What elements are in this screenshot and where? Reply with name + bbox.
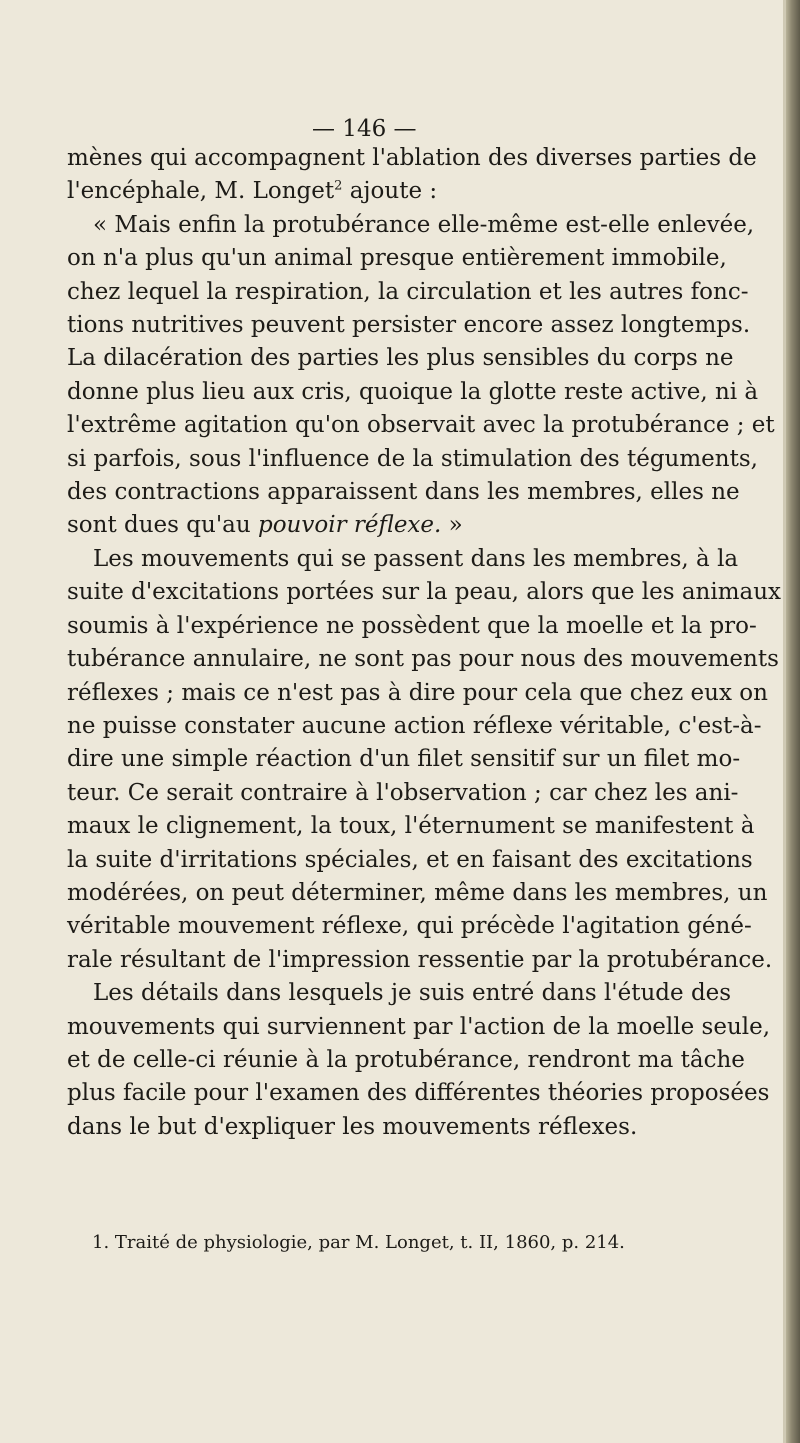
text-line: tions nutritives peuvent persister encore assez longtemps. [67,312,751,339]
text-line: modérées, on peut déterminer, même dans les membres, un [67,879,768,906]
text-line: dire une simple réaction d'un filet sensitif sur un filet mo- [67,746,741,773]
text-line: teur. Ce serait contraire à l'observation ; car chez les ani- [67,779,739,806]
italic-term: pouvoir réflexe. [257,512,442,539]
text-line: l'extrême agitation qu'on observait avec la protubérance ; et [67,412,775,439]
text-line: donne plus lieu aux cris, quoique la glotte reste active, ni à [67,378,759,405]
footnote-reference: 2 [334,178,343,194]
text-line: et de celle-ci réunie à la protubérance, rendront ma tâche [67,1046,745,1073]
text-line: tubérance annulaire, ne sont pas pour nous des mouvements [67,646,779,673]
text-segment: sont dues qu'au [67,512,258,539]
text-line: chez lequel la respiration, la circulation et les autres fonc- [67,278,749,305]
text-line: soumis à l'expérience ne possèdent que la moelle et la pro- [67,612,757,639]
text-segment: ajoute : [342,178,438,205]
text-line: véritable mouvement réflexe, qui précède l'agitation géné- [67,913,752,940]
text-line: on n'a plus qu'un animal presque entièrement immobile, [67,245,727,272]
text-line [67,175,717,208]
footnote: 1. Traité de physiologie, par M. Longet, t. II, 1860, p. 214. [92,1232,625,1253]
text-line: mènes qui accompagnent l'ablation des diverses parties de [67,145,757,171]
text-line: rale résultant de l'impression ressentie par la protubérance. [67,946,773,973]
text-line: la suite d'irritations spéciales, et en faisant des excitations [67,846,753,873]
text-line: réflexes ; mais ce n'est pas à dire pour cela que chez eux on [67,679,768,706]
text-segment: » [441,512,463,539]
text-line: des contractions apparaissent dans les membres, elles ne [67,479,740,506]
page-binding-edge [786,0,800,1443]
text-line: Les détails dans lesquels je suis entré dans l'étude des [93,980,732,1007]
text-line: La dilacération des parties les plus sensibles du corps ne [67,345,734,372]
text-line: dans le but d'expliquer les mouvements réflexes. [67,1113,638,1140]
text-line: mouvements qui surviennent par l'action de la moelle seule, [67,1013,771,1040]
text-segment: l'encéphale, M. Longet [67,178,335,205]
text-line: Les mouvements qui se passent dans les membres, à la [93,545,739,572]
text-line: si parfois, sous l'influence de la stimulation des téguments, [67,445,758,472]
body-text [67,142,782,1144]
text-line: plus facile pour l'examen des différentes théories proposées [67,1080,770,1107]
text-line: maux le clignement, la toux, l'éternument se manifestent à [67,813,755,840]
text-line: ne puisse constater aucune action réflexe véritable, c'est-à- [67,712,762,739]
page-number: — 146 — [312,116,417,142]
text-line: « Mais enfin la protubérance elle-même est-elle enlevée, [93,211,755,238]
text-line [67,509,717,542]
text-line: suite d'excitations portées sur la peau, alors que les animaux [67,579,782,606]
